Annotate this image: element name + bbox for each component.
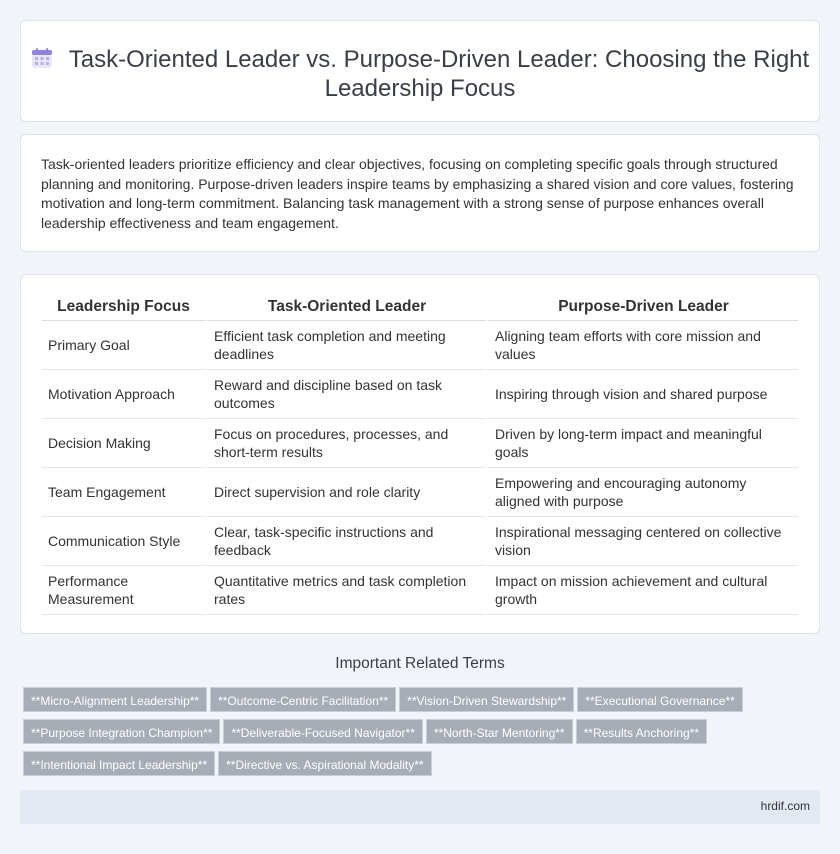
term-tag[interactable]: **North-Star Mentoring** — [426, 719, 573, 744]
header-purpose-driven: Purpose-Driven Leader — [486, 293, 798, 321]
comparison-card — [20, 274, 820, 634]
comparison-table — [42, 293, 798, 615]
purpose-cell: Impact on mission achievement and cultural growth — [486, 566, 798, 615]
header-task-oriented: Task-Oriented Leader — [205, 293, 486, 321]
title-line — [31, 46, 809, 102]
row-label: Primary Goal — [42, 321, 205, 370]
intro-paragraph: Task-oriented leaders prioritize efficiency and clear objectives, focusing on completing specific goals through structured planning and monitoring. Purpose-driven leaders inspire teams by emphasizing a shared vision and core values, fostering motivation and long-term commitment. Balancing task management with a strong sense of purpose enhances overall leadership effectiveness and team engagement. — [41, 156, 794, 231]
row-label: Decision Making — [42, 419, 205, 468]
task-cell: Direct supervision and role clarity — [205, 468, 486, 517]
intro-card — [20, 134, 820, 252]
term-tag[interactable]: **Outcome-Centric Facilitation** — [210, 687, 396, 712]
related-terms-heading: Important Related Terms — [335, 655, 505, 672]
purpose-cell: Driven by long-term impact and meaningful goals — [486, 419, 798, 468]
table-row — [42, 321, 798, 370]
footer-site[interactable]: hrdif.com — [760, 799, 810, 813]
related-terms-list — [23, 687, 803, 783]
footer — [20, 790, 820, 824]
term-tag[interactable]: **Purpose Integration Champion** — [23, 719, 220, 744]
term-tag[interactable]: **Intentional Impact Leadership** — [23, 751, 215, 776]
row-label: Communication Style — [42, 517, 205, 566]
purpose-cell: Empowering and encouraging autonomy aligned with purpose — [486, 468, 798, 517]
task-cell: Clear, task-specific instructions and feedback — [205, 517, 486, 566]
term-tag[interactable]: **Results Anchoring** — [576, 719, 707, 744]
table-row — [42, 370, 798, 419]
title-card — [20, 20, 820, 122]
page-title — [21, 45, 819, 103]
row-label: Team Engagement — [42, 468, 205, 517]
table-row — [42, 517, 798, 566]
table-header-row — [42, 293, 798, 321]
term-tag[interactable]: **Micro-Alignment Leadership** — [23, 687, 207, 712]
term-tag[interactable]: **Directive vs. Aspirational Modality** — [218, 751, 431, 776]
purpose-cell: Aligning team efforts with core mission and values — [486, 321, 798, 370]
row-label: Performance Measurement — [42, 566, 205, 615]
table-row — [42, 468, 798, 517]
task-cell: Focus on procedures, processes, and short-term results — [205, 419, 486, 468]
term-tag[interactable]: **Deliverable-Focused Navigator** — [223, 719, 422, 744]
calendar-icon — [31, 47, 53, 69]
row-label: Motivation Approach — [42, 370, 205, 419]
title-text: Task-Oriented Leader vs. Purpose-Driven Leader: Choosing the Right Leadership Focus — [68, 46, 810, 102]
term-tag[interactable]: **Executional Governance** — [577, 687, 742, 712]
term-tag[interactable]: **Vision-Driven Stewardship** — [399, 687, 574, 712]
purpose-cell: Inspiring through vision and shared purpose — [486, 370, 798, 419]
header-leadership-focus: Leadership Focus — [42, 293, 205, 321]
purpose-cell: Inspirational messaging centered on collective vision — [486, 517, 798, 566]
task-cell: Efficient task completion and meeting deadlines — [205, 321, 486, 370]
table-row — [42, 419, 798, 468]
table-row — [42, 566, 798, 615]
task-cell: Reward and discipline based on task outcomes — [205, 370, 486, 419]
task-cell: Quantitative metrics and task completion rates — [205, 566, 486, 615]
